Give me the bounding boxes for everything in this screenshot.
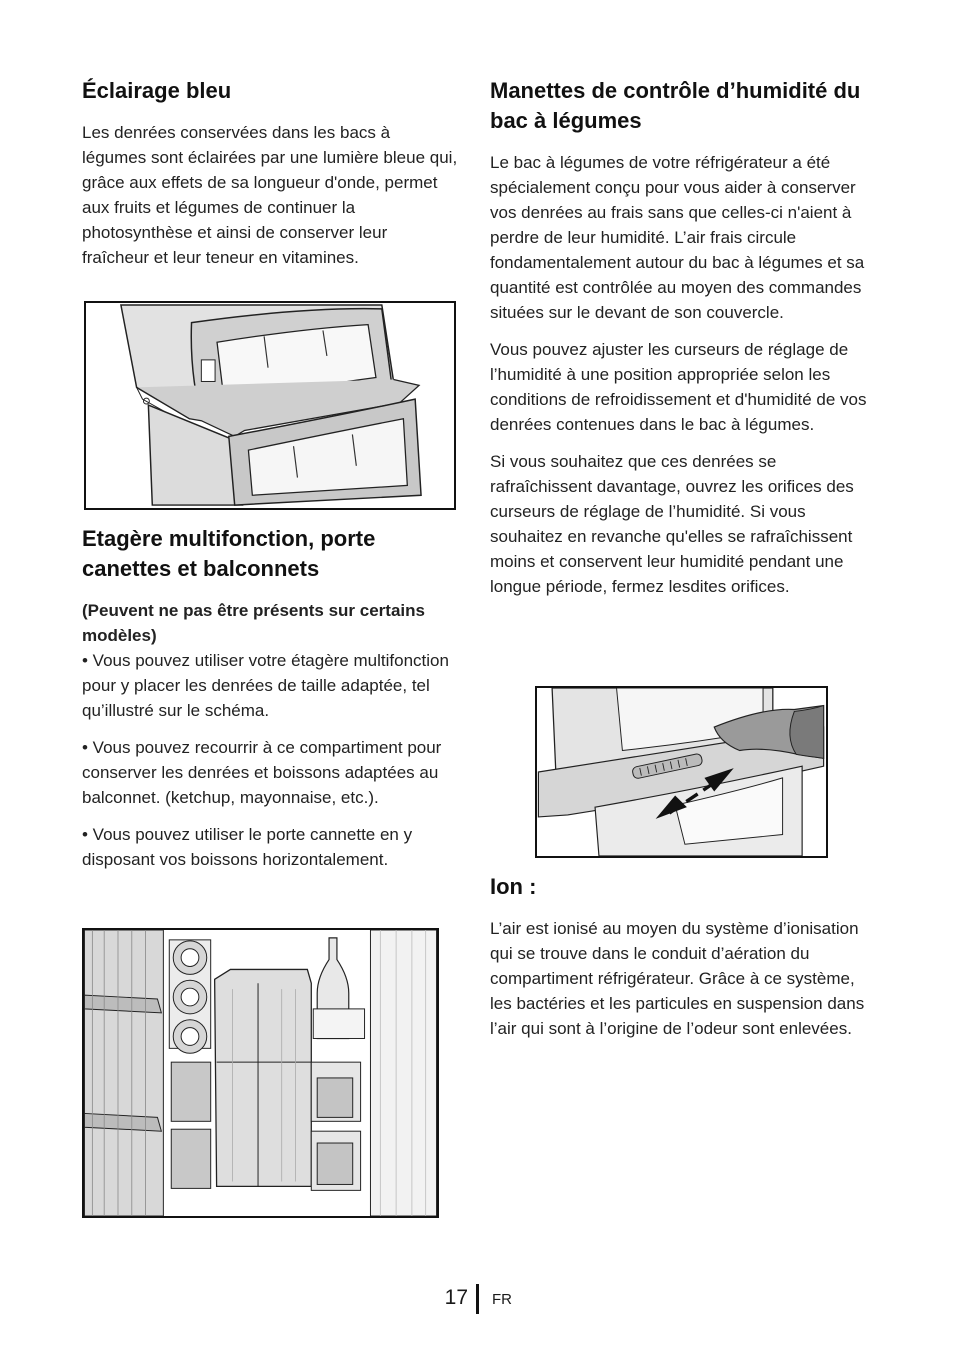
footer-divider — [476, 1284, 479, 1314]
paragraph-eclairage-bleu: Les denrées conservées dans les bacs à légumes sont éclairées par une lumière bleue qui, grâce aux effets de sa longueur d'onde, permet aux fruits et légumes de continuer la photosynthèse et ainsi de conserver leur fraîcheur et leur teneur en vitamines. — [82, 123, 458, 267]
heading-ion: Ion : — [490, 874, 537, 899]
paragraph-etagere-1: • Vous pouvez utiliser votre étagère multifonction pour y placer les denrées de taille adaptée, tel qu’illustré sur le schéma. — [82, 651, 449, 720]
page-footer — [0, 1284, 954, 1316]
language-code: FR — [492, 1291, 512, 1308]
section-ion — [490, 872, 872, 1053]
paragraph-humidite-1: Le bac à légumes de votre réfrigérateur a été spécialement conçu pour vous aider à conserver vos denrées au frais sans que celles-ci n'aient à perdre de leur humidité. L’air frais circule fondamentalement autour du bac à légumes et sa quantité est contrôlée au moyen des commandes situées sur le devant de son couvercle. — [490, 153, 865, 322]
paragraph-humidite-3: Si vous souhaitez que ces denrées se rafraîchissent davantage, ouvrez les orifices des curseurs de réglage de l’humidité. Si vous souhaitez en revanche qu'elles se rafraîchissent moins et conservent leur humidité pendant une longue période, fermez lesdites orifices. — [490, 452, 854, 596]
fridge-door-shelves-illustration — [82, 928, 439, 1218]
note-modeles: (Peuvent ne pas être présents sur certains modèles) — [82, 601, 425, 645]
right-column — [490, 76, 872, 611]
paragraph-ion: L’air est ionisé au moyen du système d’ionisation qui se trouve dans le conduit d’aération du compartiment réfrigérateur. Grâce à ce système, les bactéries et les particules en suspension dans l’air qui sont à l’origine de l’odeur sont enlevées. — [490, 919, 865, 1038]
humidity-slider-illustration — [535, 686, 828, 858]
paragraph-humidite-2: Vous pouvez ajuster les curseurs de réglage de l’humidité à une position appropriée selon les conditions de refroidissement et d'humidité de vos denrées contenues dans le bac à légumes. — [490, 340, 867, 434]
paragraph-etagere-3: • Vous pouvez utiliser le porte cannette en y disposant vos boissons horizontalement. — [82, 825, 413, 869]
left-column — [82, 76, 458, 282]
heading-eclairage-bleu: Éclairage bleu — [82, 78, 232, 103]
page-number: 17 — [444, 1286, 468, 1309]
heading-etagere-multifonction: Etagère multifonction, porte canettes et balconnets — [82, 526, 376, 581]
section-etagere — [82, 524, 458, 884]
crisper-drawer-illustration — [84, 301, 456, 510]
paragraph-etagere-2: • Vous pouvez recourrir à ce compartiment pour conserver les denrées et boissons adaptées au balconnet. (ketchup, mayonnaise, etc.). — [82, 738, 442, 807]
heading-manettes-humidite: Manettes de contrôle d’humidité du bac à légumes — [490, 78, 861, 133]
